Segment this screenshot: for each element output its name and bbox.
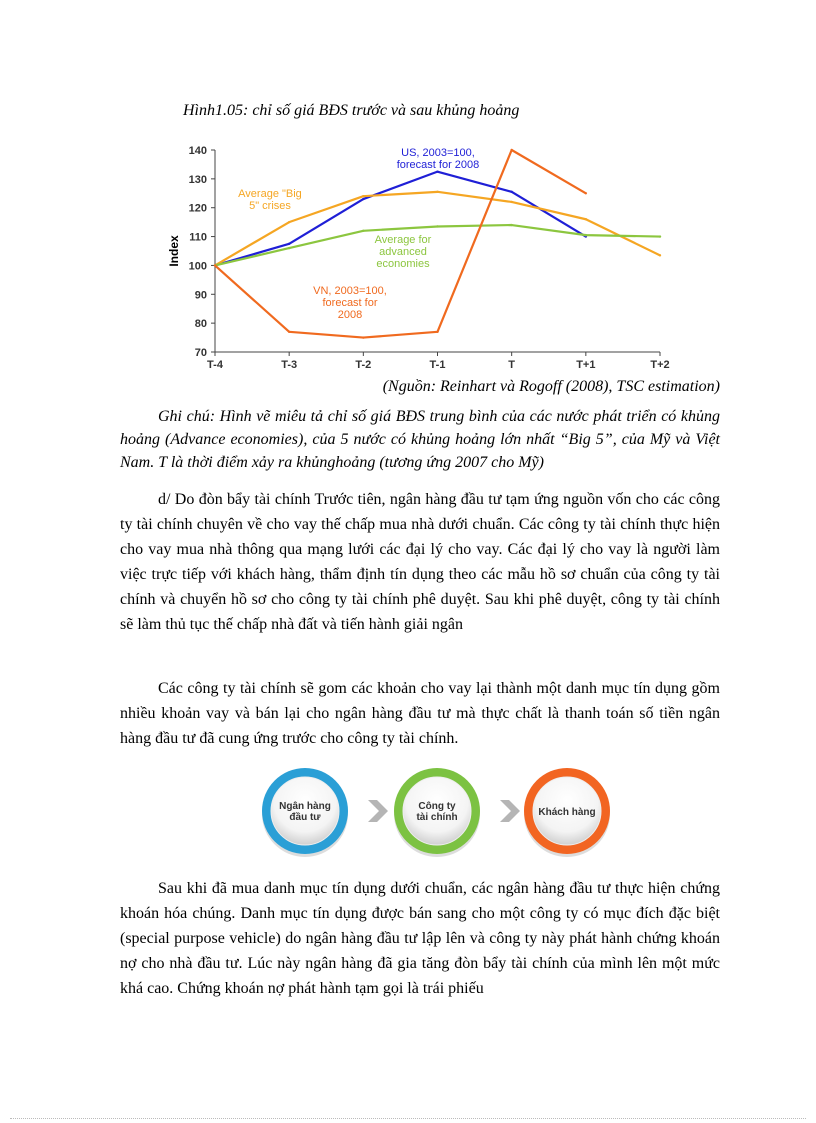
data-point [436, 331, 438, 333]
data-point [659, 235, 661, 237]
data-point [510, 201, 512, 203]
x-tick-label: T-4 [207, 359, 223, 371]
paragraph-loan-pooling: Các công ty tài chính sẽ gom các khoản cho vay lại thành một danh mục tín dụng gồm nhiều khoản vay và bán lại cho ngân hàng đầu tư mà thực chất là thanh toán số tiền ngân hàng đầu tư đã cung ứng trước cho công ty tài chính. [120, 680, 720, 747]
y-tick-label: 70 [194, 347, 207, 359]
data-point [436, 225, 438, 227]
flow-diagram [260, 765, 620, 865]
data-point [288, 247, 290, 249]
y-tick-label: 90 [194, 289, 207, 302]
y-tick-label: 80 [194, 318, 207, 331]
y-tick-label: 130 [188, 173, 207, 186]
paragraph-leverage: d/ Do đòn bẩy tài chính Trước tiên, ngân hàng đầu tư tạm ứng nguồn vốn cho các công ty tài chính chuyên về cho vay thế chấp mua nhà dưới chuẩn. Các công ty tài chính thực hiện cho vay mua nhà thông qua mạng lưới các đại lý cho vay. Các đại lý cho vay là người làm việc trực tiếp với khách hàng, thẩm định tín dụng theo các mẫu hồ sơ chuẩn của công ty tài chính và chuyển hồ sơ cho công ty tài chính phê duyệt. Sau khi phê duyệt, công ty tài chính sẽ làm thủ tục thế chấp nhà đất và tiến hành giải ngân [120, 491, 720, 633]
data-point [585, 234, 587, 236]
y-axis-label: Index [167, 235, 181, 267]
x-tick-label: T+2 [650, 359, 670, 371]
data-point [510, 149, 512, 151]
x-tick-label: T-1 [429, 359, 446, 371]
y-tick-label: 110 [189, 231, 207, 244]
x-tick-label: T-2 [355, 359, 372, 371]
data-point [436, 191, 438, 193]
x-tick-label: T+1 [576, 359, 596, 371]
data-point [362, 195, 364, 197]
data-point [362, 230, 364, 232]
y-tick-label: 100 [188, 260, 207, 273]
figure-caption: Hình1.05: chỉ số giá BĐS trước và sau khủng hoảng [183, 102, 520, 119]
data-point [288, 243, 290, 245]
series-label: Average "Big 5" crises [238, 188, 302, 212]
chevron-right-icon [368, 800, 388, 822]
y-tick-label: 120 [188, 202, 207, 215]
chevron-right-icon [500, 800, 520, 822]
data-point [288, 331, 290, 333]
x-tick-label: T [508, 359, 516, 371]
data-point [214, 264, 216, 266]
x-tick-label: T-3 [281, 359, 298, 371]
series-label: US, 2003=100, forecast for 2008 [396, 147, 480, 171]
data-point [362, 198, 364, 200]
data-point [510, 224, 512, 226]
series-label: Average for advanced economies [374, 234, 432, 270]
data-point [288, 221, 290, 223]
data-point [510, 191, 512, 193]
data-point [362, 336, 364, 338]
paragraph-securitization: Sau khi đã mua danh mục tín dụng dưới chuẩn, các ngân hàng đầu tư thực hiện chứng khoán hóa chúng. Danh mục tín dụng được bán sang cho một công ty có mục đích đặc biệt (special purpose vehicle) do ngân hàng đầu tư lập lên và công ty này phát hành chứng khoán nợ cho nhà đầu tư. Lúc này ngân hàng đã gia tăng đòn bẩy tài chính của mình lên một mức khá cao. Chứng khoán nợ phát hành tạm gọi là trái phiếu [120, 880, 720, 997]
figure-source: (Nguồn: Reinhart và Rogoff (2008), TSC estimation) [382, 378, 720, 395]
data-point [585, 192, 587, 194]
flow-node-label: Ngân hàng đầu tư [279, 801, 331, 823]
figure-note: Ghi chú: Hình vẽ miêu tả chỉ số giá BĐS trung bình của các nước phát triển có khủng hoảng (Advance economies), của 5 nước có khủng hoảng lớn nhất “Big 5”, của Mỹ và Việt Nam. T là thời điểm xảy ra khủnghoảng (tương ứng 2007 cho Mỹ) [120, 408, 720, 471]
data-point [659, 254, 661, 256]
price-index-chart [160, 140, 690, 372]
y-tick-label: 140 [188, 145, 207, 157]
flow-node-label: Công ty tài chính [416, 801, 458, 823]
flow-node-label: Khách hàng [538, 807, 596, 818]
page-bottom-rule [10, 1118, 806, 1119]
series-label: VN, 2003=100, forecast for 2008 [313, 285, 387, 321]
data-point [585, 218, 587, 220]
